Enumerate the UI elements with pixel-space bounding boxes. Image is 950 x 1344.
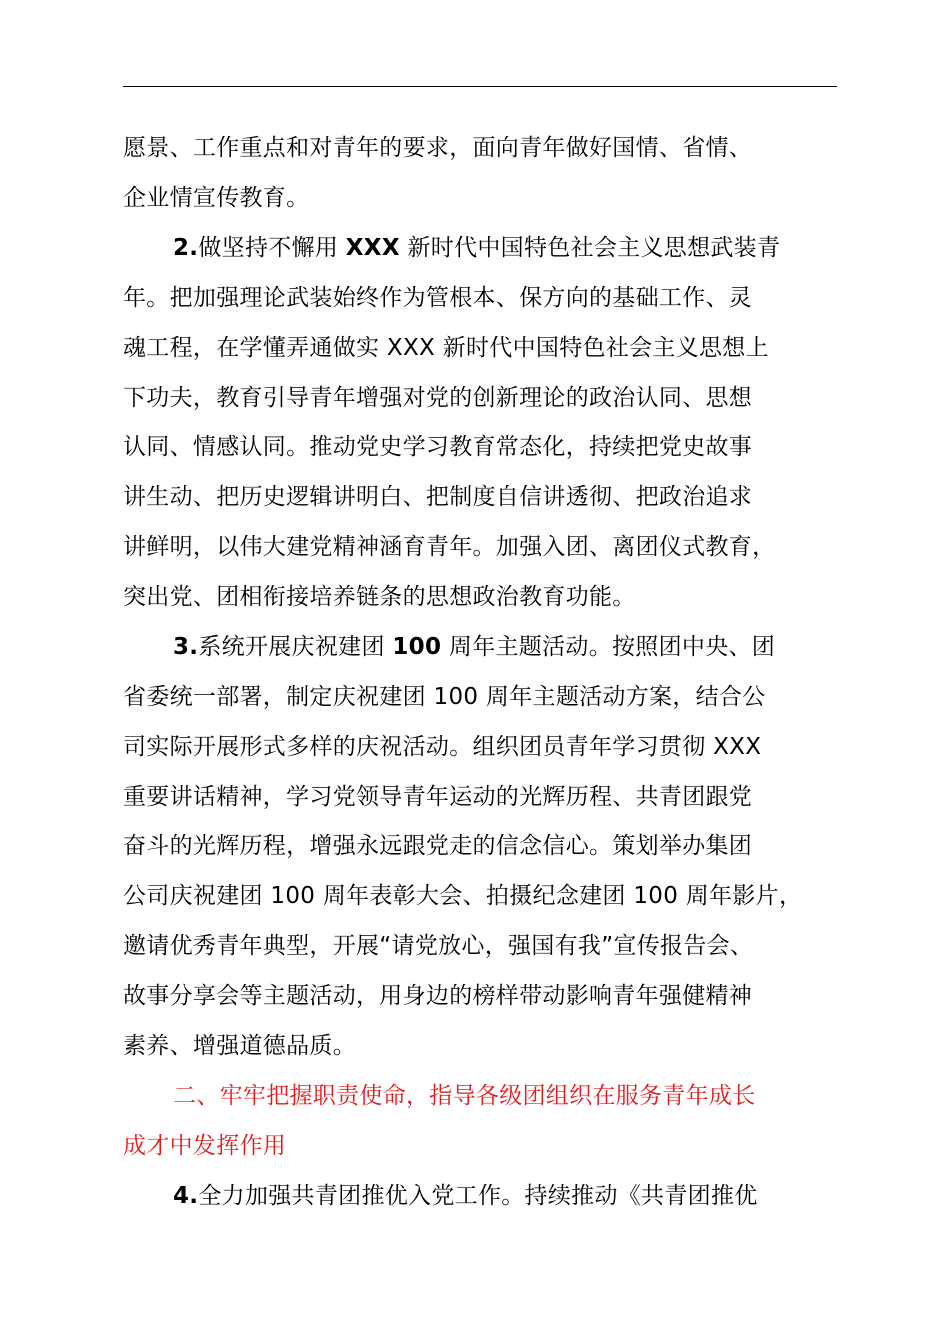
text-line: 公司庆祝建团 100 周年表彰大会、拍摄纪念建团 100 周年影片， <box>123 883 803 909</box>
section-heading-line2: 成才中发挥作用 <box>123 1133 287 1159</box>
item-2-text-post: 新时代中国特色社会主义思想武装青 <box>399 235 781 261</box>
text-line: 魂工程，在学懂弄通做实 XXX 新时代中国特色社会主义思想上 <box>123 335 769 361</box>
text-line: 重要讲话精神，学习党领导青年运动的光辉历程、共青团跟党 <box>123 784 753 810</box>
text-line: 司实际开展形式多样的庆祝活动。组织团员青年学习贯彻 XXX <box>123 734 762 760</box>
text-line: 突出党、团相衔接培养链条的思想政治教育功能。 <box>123 584 636 610</box>
item-3-text-pre: 系统开展庆祝建团 <box>198 634 393 660</box>
text-line: 下功夫，教育引导青年增强对党的创新理论的政治认同、思想 <box>123 385 753 411</box>
text-line: 讲生动、把历史逻辑讲明白、把制度自信讲透彻、把政治追求 <box>123 484 753 510</box>
text-line: 素养、增强道德品质。 <box>123 1033 356 1059</box>
text-line: 省委统一部署，制定庆祝建团 100 周年主题活动方案，结合公 <box>123 684 766 710</box>
text-line: 年。把加强理论武装始终作为管根本、保方向的基础工作、灵 <box>123 285 753 311</box>
header-rule <box>123 86 837 87</box>
item-3-number: 3. <box>173 634 199 660</box>
item-3-text-bold: 100 <box>392 634 442 660</box>
item-3-heading <box>173 632 775 662</box>
item-2-number: 2. <box>173 235 199 261</box>
section-heading-line1: 二、牢牢把握职责使命，指导各级团组织在服务青年成长 <box>173 1083 756 1109</box>
text-line: 企业情宣传教育。 <box>123 185 310 211</box>
text-line: 讲鲜明，以伟大建党精神涵育青年。加强入团、离团仪式教育， <box>123 534 776 560</box>
item-2-text-pre: 做坚持不懈用 <box>198 235 346 261</box>
item-4-number: 4. <box>173 1183 199 1209</box>
item-4-text: 全力加强共青团推优入党工作。持续推动《共青团推优 <box>198 1183 758 1209</box>
text-line: 奋斗的光辉历程，增强永远跟党走的信念信心。策划举办集团 <box>123 833 753 859</box>
text-line: 愿景、工作重点和对青年的要求，面向青年做好国情、省情、 <box>123 135 753 161</box>
text-line: 认同、情感认同。推动党史学习教育常态化，持续把党史故事 <box>123 434 753 460</box>
text-line: 故事分享会等主题活动，用身边的榜样带动影响青年强健精神 <box>123 983 753 1009</box>
item-2-text-bold: XXX <box>345 235 400 261</box>
item-4-heading <box>173 1181 758 1211</box>
item-3-text-post: 周年主题活动。按照团中央、团 <box>441 634 776 660</box>
item-2-heading <box>173 233 780 263</box>
text-line: 邀请优秀青年典型，开展“请党放心，强国有我”宣传报告会、 <box>123 933 754 959</box>
